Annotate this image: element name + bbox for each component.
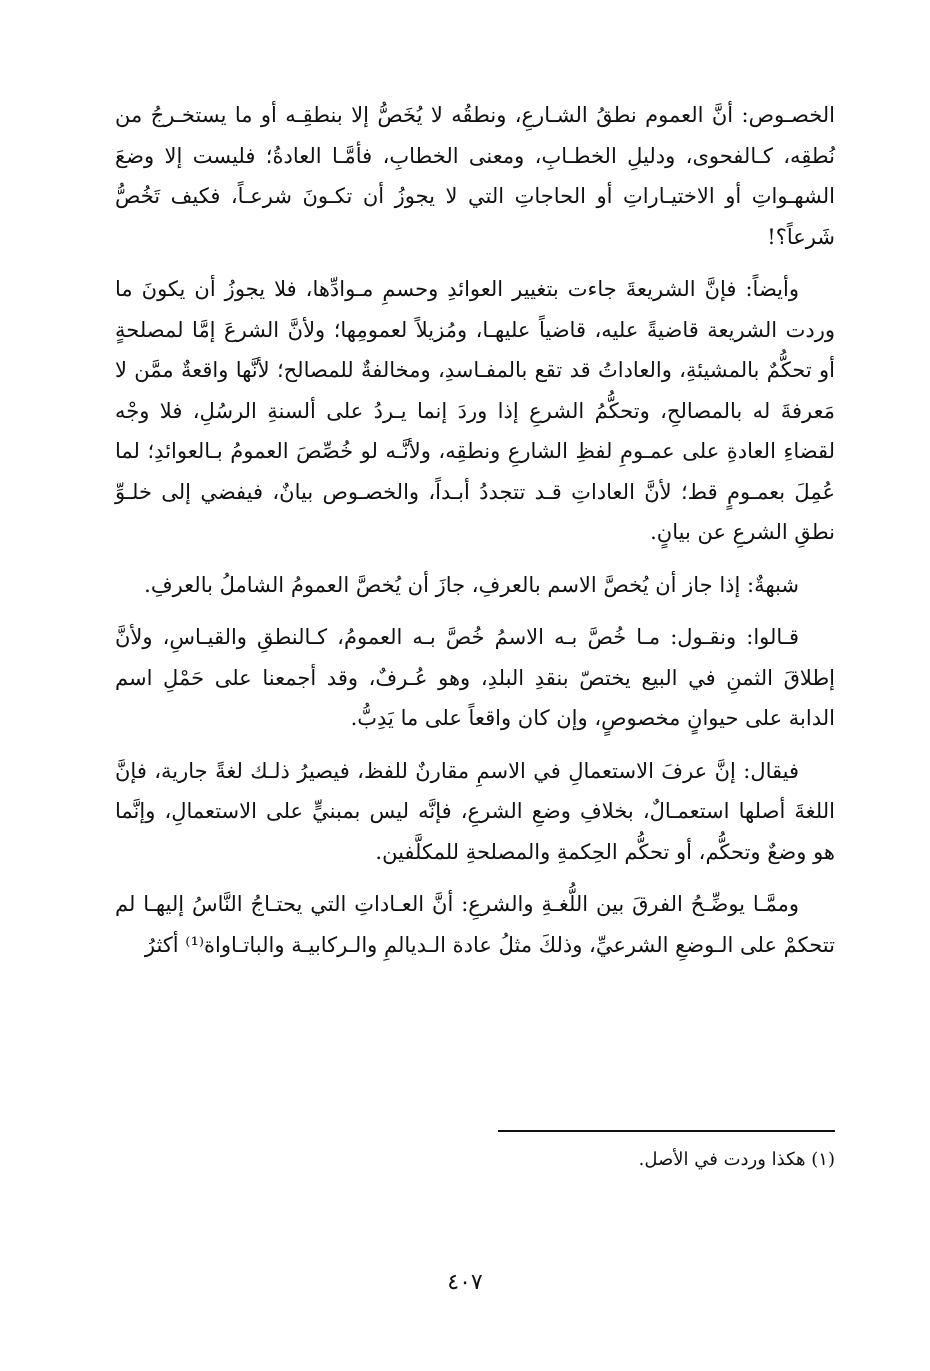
page-body <box>115 95 835 977</box>
footnote: (١) هكذا وردت في الأصل. <box>638 1149 835 1170</box>
paragraph-3: شبهةٌ: إذا جاز أن يُخصَّ الاسم بالعرفِ، جازَ أن يُخصَّ العمومُ الشاملُ بالعرفِ. <box>144 572 799 597</box>
paragraph-4: قـالوا: ونقـول: مـا خُصَّ بـه الاسمُ خُصَّ بـه العمومُ، كـالنطقِ والقيـاسِ، ولأنَّ إطلاقَ الثمنِ في البيع يختصّ بنقدِ البلدِ، وهو عُـرفٌ، وقد أجمعنا على حَمْلِ اسم الدابة على حيوانٍ مخصوصٍ، وإن كان واقعاً على ما يَدِبُّ. <box>115 625 835 730</box>
paragraph-5: فيقال: إنَّ عرفَ الاستعمالِ في الاسمِ مقارنٌ للفظ، فيصيرُ ذلـك لغةً جارية، فإنَّ اللغةَ أصلها استعمـالٌ، بخلافِ وضعِ الشرعِ، فإنَّه ليس بمبنيٍّ على الاستعمالِ، وإنَّما هو وضعٌ وتحكُّم، أو تحكُّم الحِكمةِ والمصلحةِ للمكلَّفين. <box>115 758 835 864</box>
footnote-divider <box>498 1130 835 1132</box>
paragraph-6: وممَّـا يوضِّـحُ الفرقَ بين اللُّغـةِ والشرعِ: أنَّ العـاداتِ التي يحتـاجُ النَّاسُ إليهـا لم تتحكمْ على الـوضعِ الشرعيِّ، وذلكَ مثلُ عادة الـديالمِ والـركابيـة والباتـاواة⁽¹⁾ أكثرُ <box>115 892 835 957</box>
page-number: ٤٠٧ <box>447 1270 483 1295</box>
paragraph-1: الخصـوص: أنَّ العموم نطقُ الشـارعِ، ونطقُه لا يُخَصُّ إلا بنطقِـه أو ما يستخـرجُ من نُطقِه، كـالفحوى، ودليلِ الخطـابِ، ومعنى الخطابِ، فأمَّـا العادةُ؛ فليست إلا وضعَ الشهـواتِ أو الاختيـاراتِ أو الحاجاتِ التي لا يجوزُ أن تكـونَ شرعـاً، فكيف تَخُصُّ شَرعاً؟! <box>115 103 835 249</box>
paragraph-2: وأيضاً: فإنَّ الشريعةَ جاءت بتغيير العوائدِ وحسمِ مـوادِّها، فلا يجوزُ أن يكونَ ما وردت الشريعة قاضيةً عليه، قاضياً عليهـا، ومُزيلاً لعمومِها؛ ولأنَّ الشرعَ إمَّا لمصلحةٍ أو تحكُّمٌ بالمشيئةِ، والعاداتُ قد تقع بالمفـاسدِ، ومخالفةٌ للمصالح؛ لأنَّها واقعةٌ ممَّن لا مَعرفةَ له بالمصالحِ، وتحكُّمُ الشرعِ إذا وردَ إنما يـردُ على ألسنةِ الرسُلِ، فلا وجْه لقضاءِ العادةِ على عمـومِ لفظِ الشارعِ ونطقِه، ولأنَّـه لو خُصِّصَ العمومُ بـالعوائدِ؛ لما عُمِلَ بعمـومٍ قط؛ لأنَّ العاداتِ قـد تتجددُ أبـداً، والخصـوص بيانٌ، فيفضي إلى خلـوِّ نطقِ الشرعِ عن بيانٍ. <box>115 277 835 544</box>
